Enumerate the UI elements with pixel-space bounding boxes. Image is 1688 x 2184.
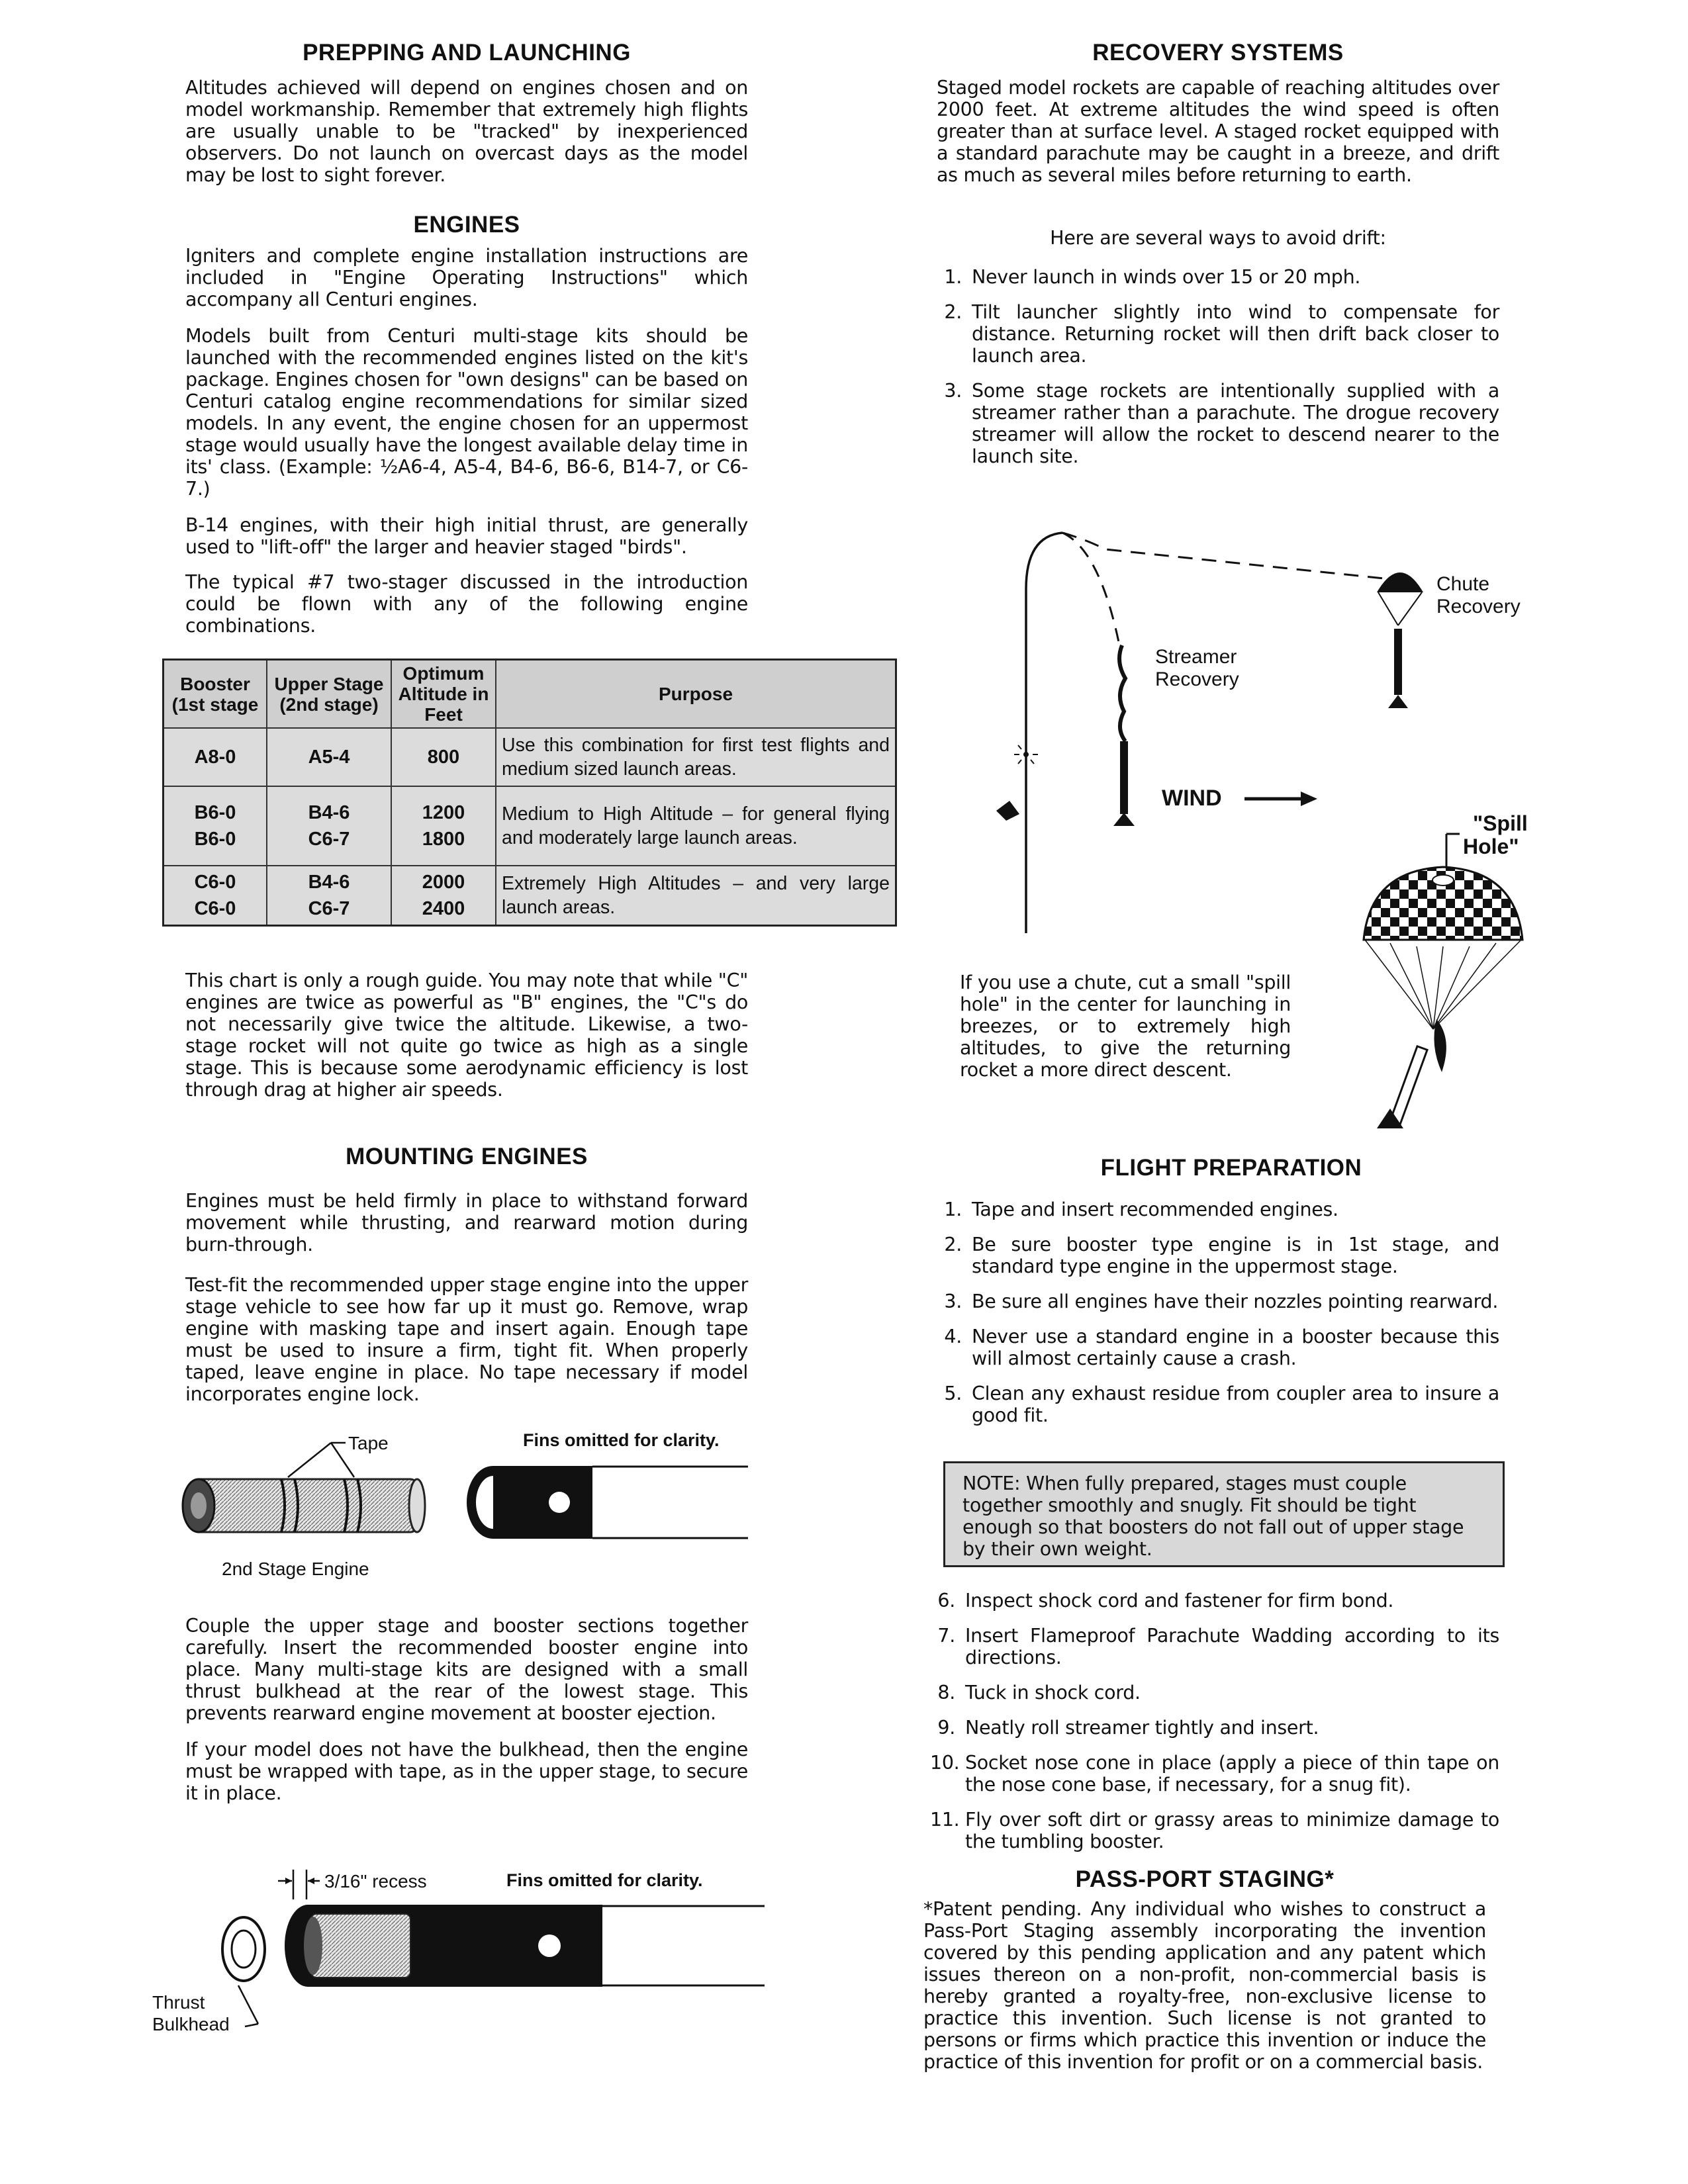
flight-prep-list-b bbox=[930, 1590, 1499, 1852]
list-item: 11. Fly over soft dirt or grassy areas to minimize damage to the tumbling booster. bbox=[930, 1809, 1499, 1852]
list-item: 2. Be sure booster type engine is in 1st stage, and standard type engine in the uppermost stage. bbox=[944, 1234, 1499, 1277]
cell-purpose: Use this combination for first test flights and medium sized launch areas. bbox=[496, 728, 896, 786]
recovery-heading: RECOVERY SYSTEMS bbox=[1092, 40, 1344, 66]
passport-section bbox=[923, 1866, 1486, 2073]
list-item: 1. Never launch in winds over 15 or 20 mph. bbox=[944, 266, 1361, 288]
passport-text: *Patent pending. Any individual who wishes to construct a Pass-Port Staging assembly incorporating the invention covered by this pending application and any patent which issues thereon on a non-profit, non-commercial basis is hereby granted a royalty-free, non-exclusive license to practice this invention. Such license is not granted to persons or firms which practice this invention or induce the practice of this invention for profit or on a commercial basis. bbox=[923, 1898, 1486, 2073]
recovery-p1: Staged model rockets are capable of reaching altitudes over 2000 feet. At extreme altitudes the wind speed is often greater than at surface level. A staged rocket equipped with a standard parachute may be caught in a breeze, and drift as much as several miles before returning to earth. bbox=[937, 77, 1499, 186]
drift-list bbox=[937, 266, 1499, 467]
wind-arrow-icon bbox=[1244, 792, 1317, 806]
list-item: 2. Tilt launcher slightly into wind to compensate for distance. Returning rocket will then drift back closer to launch area. bbox=[944, 301, 1499, 367]
col-upper-stage: Upper Stage (2nd stage) bbox=[267, 660, 391, 729]
cell-upper: A5-4 bbox=[267, 728, 391, 786]
streamer-label-2: Recovery bbox=[1155, 668, 1239, 690]
list-item: 5. Clean any exhaust residue from coupler area to insure a good fit. bbox=[944, 1383, 1499, 1426]
chute-label-2: Recovery bbox=[1436, 596, 1521, 617]
list-item: 3. Some stage rockets are intentionally supplied with a streamer rather than a parachute. The drogue recovery streamer will allow the rocket to descend nearer to the launch site. bbox=[944, 380, 1499, 467]
tape-label: Tape bbox=[348, 1433, 389, 1453]
col-booster: Booster (1st stage bbox=[164, 660, 267, 729]
bulkhead-ring-graphic bbox=[222, 1917, 265, 1981]
col-purpose: Purpose bbox=[496, 660, 896, 729]
table-row bbox=[164, 866, 896, 926]
note-text: NOTE: When fully prepared, stages must couple together smoothly and snugly. Fit should be tight enough so that boosters do not fall out of upper stage by their own weight. bbox=[962, 1473, 1464, 1560]
launch-path bbox=[1026, 533, 1062, 933]
passport-heading: PASS-PORT STAGING* bbox=[1075, 1866, 1335, 1892]
list-item: 8. Tuck in shock cord. bbox=[937, 1682, 1141, 1704]
engines-p3: B-14 engines, with their high initial thrust, are generally used to "lift-off" the larger and heavier staged "birds". bbox=[185, 514, 748, 558]
col-altitude: Optimum Altitude in Feet bbox=[391, 660, 496, 729]
table-row bbox=[164, 786, 896, 866]
flight-prep-section-b bbox=[930, 1590, 1499, 1866]
list-item: 3. Be sure all engines have their nozzles pointing rearward. bbox=[944, 1291, 1499, 1312]
streamer-recovery-graphic bbox=[1113, 645, 1135, 826]
mounting-p4: If your model does not have the bulkhead, then the engine must be wrapped with tape, as in the upper stage, to secure it in place. bbox=[185, 1739, 748, 1804]
prepping-text: Altitudes achieved will depend on engines chosen and on model workmanship. Remember that extremely high flights are usually unable to be "tracked" by inexperienced observers. Do not launch on overcast days as the model may be lost to sight forever. bbox=[185, 77, 748, 186]
engines-section bbox=[185, 212, 748, 637]
engines-p4: The typical #7 two-stager discussed in the introduction could be flown with any of the following engine combinations. bbox=[185, 571, 748, 637]
mounting-lower-section bbox=[185, 1615, 748, 1804]
taped-engine-graphic bbox=[183, 1479, 425, 1532]
bulkhead-label: Bulkhead bbox=[152, 2014, 230, 2034]
streamer-label-1: Streamer bbox=[1155, 646, 1237, 668]
spill-label-2: Hole" bbox=[1463, 835, 1519, 858]
fins-omitted-label-2: Fins omitted for clarity. bbox=[506, 1870, 703, 1890]
engine-tape-figure bbox=[172, 1430, 768, 1588]
thrust-bulkhead-figure bbox=[149, 1853, 778, 2058]
checkered-parachute-graphic bbox=[1364, 867, 1523, 1128]
list-item: 9. Neatly roll streamer tightly and insert. bbox=[937, 1717, 1319, 1739]
recess-label: 3/16" recess bbox=[324, 1871, 427, 1891]
second-stage-engine-caption: 2nd Stage Engine bbox=[222, 1559, 369, 1579]
wind-label: WIND bbox=[1162, 786, 1222, 811]
cell-purpose: Extremely High Altitudes – and very large launch areas. bbox=[496, 866, 896, 926]
booster-tube-graphic bbox=[285, 1905, 765, 1987]
table-header-row bbox=[164, 660, 896, 729]
recovery-section bbox=[937, 40, 1499, 480]
note-box bbox=[943, 1461, 1505, 1567]
booster-graphic bbox=[996, 801, 1019, 821]
table-row bbox=[164, 728, 896, 786]
cell-altitude: 1200 1800 bbox=[391, 786, 496, 866]
spill-label-1: "Spill bbox=[1473, 811, 1528, 835]
cell-altitude: 2000 2400 bbox=[391, 866, 496, 926]
flight-prep-list-a bbox=[937, 1199, 1499, 1426]
list-item: 10. Socket nose cone in place (apply a piece of thin tape on the nose cone base, if necessary, for a snug fit). bbox=[930, 1752, 1499, 1796]
engines-heading: ENGINES bbox=[413, 212, 520, 238]
mounting-p1: Engines must be held firmly in place to withstand forward movement while thrusting, and rearward motion during burn-through. bbox=[185, 1190, 748, 1255]
drift-intro: Here are several ways to avoid drift: bbox=[1050, 227, 1386, 249]
prepping-section bbox=[185, 40, 748, 186]
cell-upper: B4-6 C6-7 bbox=[267, 866, 391, 926]
engines-p1: Igniters and complete engine installation instructions are included in "Engine Operating Instructions" which accompany all Centuri engines. bbox=[185, 245, 748, 310]
cell-booster: A8-0 bbox=[164, 728, 267, 786]
cell-purpose: Medium to High Altitude – for general flying and moderately large launch areas. bbox=[496, 786, 896, 866]
mounting-heading: MOUNTING ENGINES bbox=[346, 1144, 588, 1169]
spill-hole-text: If you use a chute, cut a small "spill hole" in the center for launching in breezes, or to extremely high altitudes, to give the returning rocket a more direct descent. bbox=[960, 972, 1291, 1081]
chute-label-1: Chute bbox=[1436, 573, 1490, 595]
engine-combination-table bbox=[162, 659, 897, 927]
mounting-section bbox=[185, 1144, 748, 1405]
cell-booster: C6-0 C6-0 bbox=[164, 866, 267, 926]
upper-stage-tube-graphic bbox=[467, 1466, 748, 1539]
spill-hole-text-block bbox=[960, 972, 1291, 1081]
engine-table-wrap bbox=[162, 659, 897, 927]
flight-prep-heading: FLIGHT PREPARATION bbox=[1100, 1155, 1362, 1181]
chart-note-section bbox=[185, 970, 748, 1101]
cell-booster: B6-0 B6-0 bbox=[164, 786, 267, 866]
cell-upper: B4-6 C6-7 bbox=[267, 786, 391, 866]
cell-altitude: 800 bbox=[391, 728, 496, 786]
chute-recovery-graphic bbox=[1377, 572, 1423, 708]
thrust-label: Thrust bbox=[152, 1992, 205, 2013]
chart-note: This chart is only a rough guide. You may note that while "C" engines are twice as powerful as "B" engines, the "C"s do not necessarily give twice the altitude. Likewise, a two-stage rocket will not quite go twice as high as a single stage. This is because some aerodynamic efficiency is lost through drag at higher air speeds. bbox=[185, 970, 748, 1101]
list-item: 6. Inspect shock cord and fastener for firm bond. bbox=[937, 1590, 1394, 1612]
list-item: 1. Tape and insert recommended engines. bbox=[944, 1199, 1338, 1220]
flight-prep-section bbox=[937, 1155, 1499, 1439]
list-item: 4. Never use a standard engine in a booster because this will almost certainly cause a crash. bbox=[944, 1326, 1499, 1369]
mounting-p3: Couple the upper stage and booster sections together carefully. Insert the recommended booster engine into place. Many multi-stage kits are designed with a small thrust bulkhead at the rear of the lowest stage. This prevents rearward engine movement at booster ejection. bbox=[185, 1615, 748, 1724]
list-item: 7. Insert Flameproof Parachute Wadding according to its directions. bbox=[937, 1625, 1499, 1668]
prepping-heading: PREPPING AND LAUNCHING bbox=[303, 40, 631, 66]
engines-p2: Models built from Centuri multi-stage kits should be launched with the recommended engines listed on the kit's package. Engines chosen for "own designs" can be based on Centuri catalog engine recommendations for similar sized models. In any event, the engine chosen for an uppermost stage would usually have the longest available delay time in its' class. (Example: ½A6-4, A5-4, B4-6, B6-6, B14-7, or C6-7.) bbox=[185, 325, 748, 500]
fins-omitted-label: Fins omitted for clarity. bbox=[523, 1430, 720, 1450]
mounting-p2: Test-fit the recommended upper stage engine into the upper stage vehicle to see how far up it must go. Remove, wrap engine with masking tape and insert again. Enough tape must be used to insure a firm, tight fit. When properly taped, leave engine in place. No tape necessary if model incorporates engine lock. bbox=[185, 1274, 748, 1405]
